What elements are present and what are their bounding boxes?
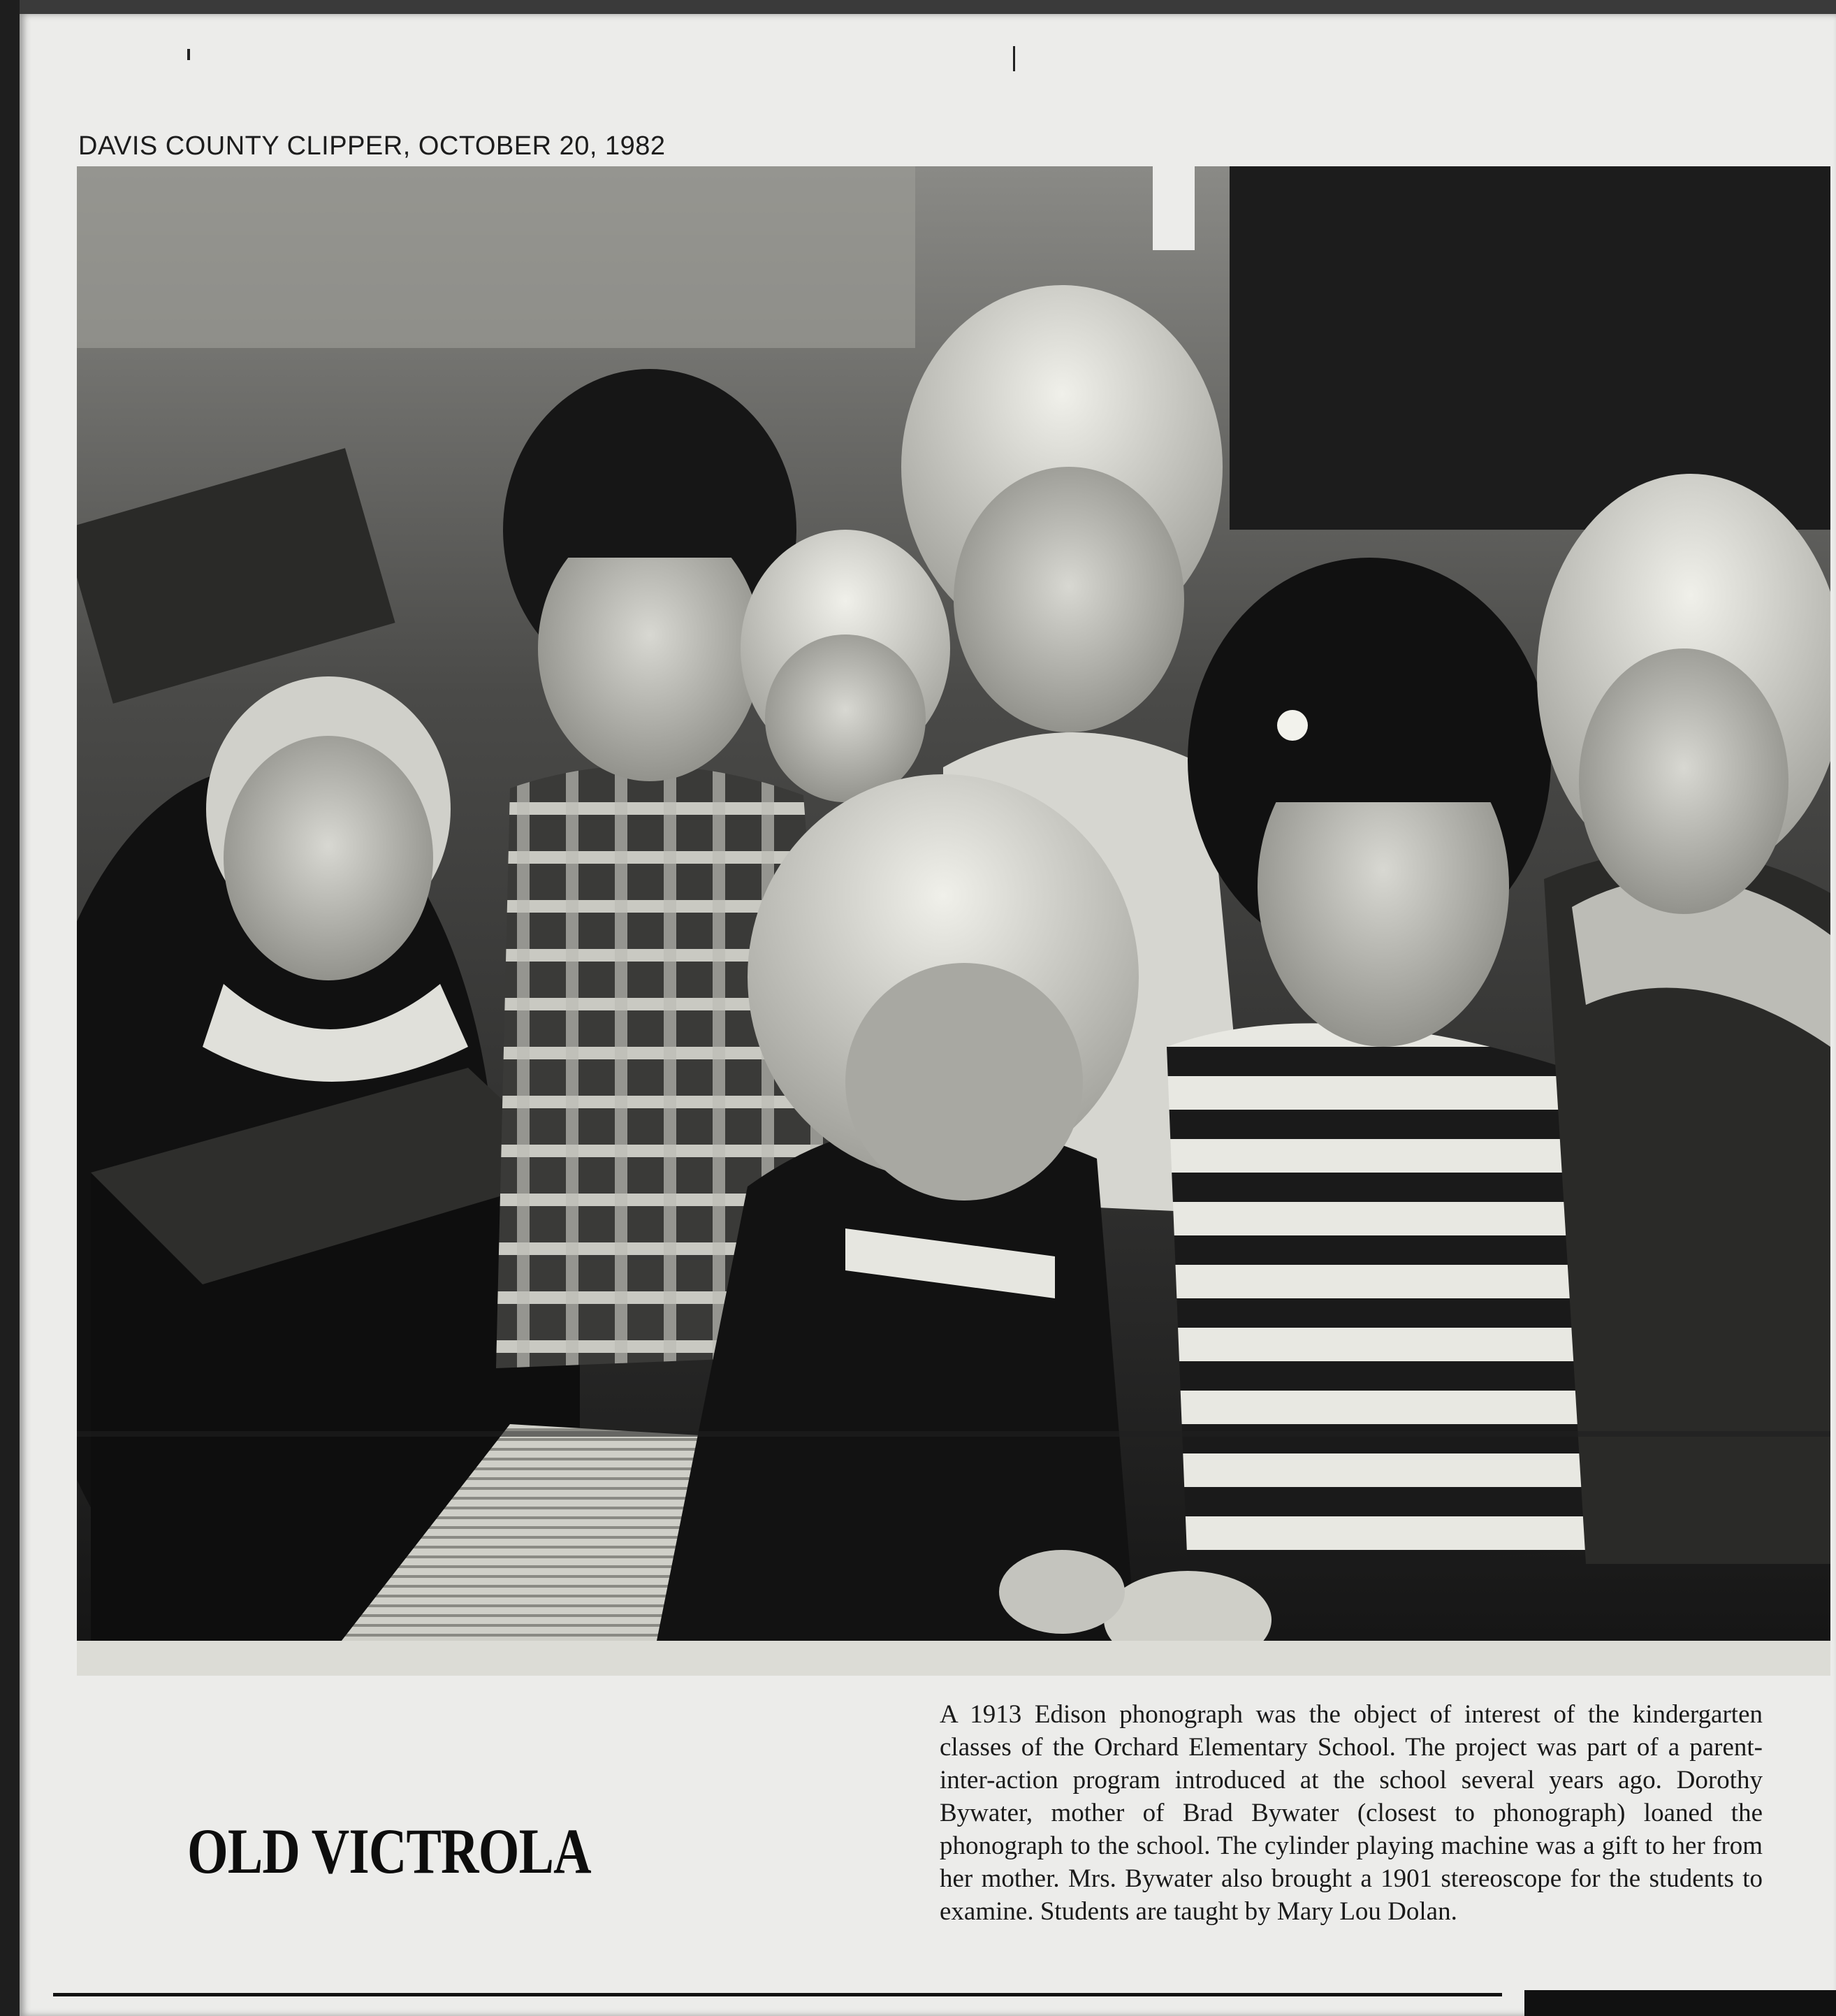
scan-top-edge [0,0,1836,14]
masthead: DAVIS COUNTY CLIPPER, OCTOBER 20, 1982 [78,131,666,161]
scan-mark [1013,46,1015,71]
photo-caption: A 1913 Edison phonograph was the object of interest of the kindergarten classes of the Orchard Elementary School. The project was part of a parent-inter-action program introduced at the school several years ago. Dorothy Bywater, mother of Brad Bywater (closest to phonograph) loaned the phonograph to the school. The cylinder playing machine was a gift to her from her mother. Mrs. Bywater also brought a 1901 stereoscope for the students to examine. Students are taught by Mary Lou Dolan. [940,1700,1763,1926]
headline: OLD VICTROLA [187,1815,591,1887]
bottom-right-block [1524,1990,1836,2016]
bottom-rule [53,1993,1502,1996]
scan-left-edge [0,0,20,2016]
photo-illustration [77,166,1830,1676]
scan-mark [187,49,190,60]
news-photo [77,166,1830,1676]
